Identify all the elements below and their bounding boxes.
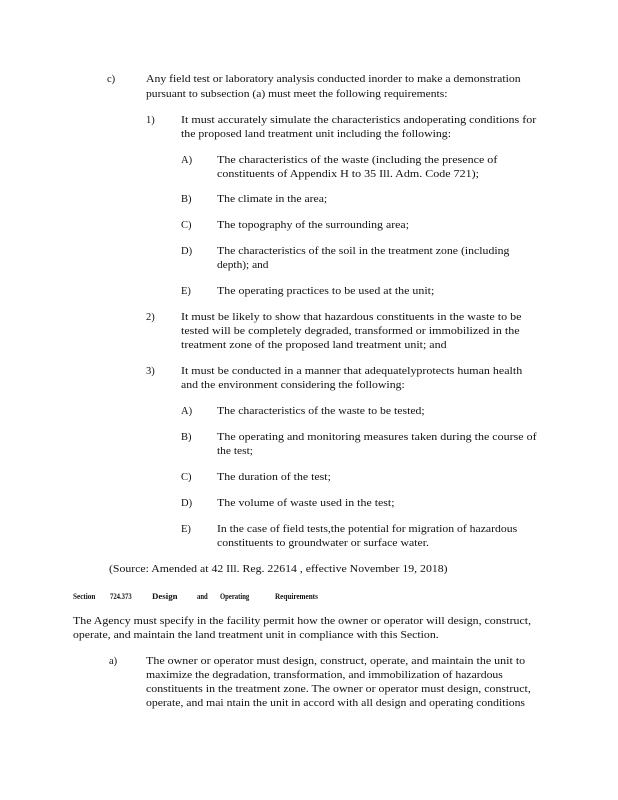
label-A: A) (181, 155, 193, 166)
text-line: operate, and maintain the land treatment unit in compliance with this Section. (73, 630, 439, 641)
label-a: a) (109, 656, 118, 667)
text-line: The duration of the test; (217, 472, 331, 483)
text-line: maximize the degradation, transformation, and immobilization of hazardous (146, 670, 503, 681)
text-line: the test; (217, 446, 253, 457)
text-line: tested will be completely degraded, transformed or immobilized in the (181, 326, 520, 337)
text-line: The volume of waste used in the test; (217, 498, 395, 509)
text-line: The characteristics of the waste to be tested; (217, 406, 425, 417)
label-E: E) (181, 524, 191, 535)
text-line: In the case of field tests,the potential for migration of hazardous (217, 524, 518, 535)
text-line: treatment zone of the proposed land treatment unit; and (181, 340, 447, 351)
text-line: The climate in the area; (217, 194, 328, 205)
label-c: c) (107, 74, 116, 85)
section-title: Requirements (275, 591, 318, 601)
text-line: The Agency must specify in the facility permit how the owner or operator will design, construct, (73, 616, 532, 627)
text-line: and the environment considering the following: (181, 380, 405, 391)
text-line: It must be likely to show that hazardous constituents in the waste to be (181, 312, 522, 323)
section-title: Design (152, 591, 178, 601)
text-line: Any field test or laboratory analysis conducted inorder to make a demonstration (146, 74, 521, 85)
label-3: 3) (146, 366, 155, 377)
label-C: C) (181, 220, 192, 231)
text-line: constituents in the treatment zone. The owner or operator must design, construct, (146, 684, 531, 695)
text-line: The owner or operator must design, construct, operate, and maintain the unit to (146, 656, 526, 667)
text-line: The operating practices to be used at the unit; (217, 286, 435, 297)
text-line: depth); and (217, 260, 269, 271)
label-D: D) (181, 498, 193, 509)
text-line: The characteristics of the soil in the treatment zone (including (217, 246, 510, 257)
text-line: The characteristics of the waste (including the presence of (217, 155, 498, 166)
text-line: operate, and mai ntain the unit in accord with all design and operating conditions (146, 698, 525, 709)
label-1: 1) (146, 115, 155, 126)
section-title: and (197, 591, 208, 601)
text-line: the proposed land treatment unit including the following: (181, 129, 451, 140)
label-E: E) (181, 286, 191, 297)
text-line: It must be conducted in a manner that adequatelyprotects human health (181, 366, 523, 377)
label-B: B) (181, 194, 192, 205)
text-line: pursuant to subsection (a) must meet the following requirements: (146, 89, 448, 100)
section-title: Operating (220, 591, 250, 601)
text-line: constituents of Appendix H to 35 Ill. Adm. Code 721); (217, 169, 479, 180)
label-C: C) (181, 472, 192, 483)
text-line: It must accurately simulate the characteristics andoperating conditions for (181, 115, 537, 126)
label-2: 2) (146, 312, 155, 323)
text-line: The operating and monitoring measures taken during the course of (217, 432, 537, 443)
label-D: D) (181, 246, 193, 257)
section-number: 724.373 (110, 591, 132, 601)
label-B: B) (181, 432, 192, 443)
label-A: A) (181, 406, 193, 417)
text-line: constituents to groundwater or surface water. (217, 538, 429, 549)
text-line: The topography of the surrounding area; (217, 220, 409, 231)
section-label: Section (73, 591, 96, 601)
source-note: (Source: Amended at 42 Ill. Reg. 22614 , effective November 19, 2018) (109, 564, 448, 575)
